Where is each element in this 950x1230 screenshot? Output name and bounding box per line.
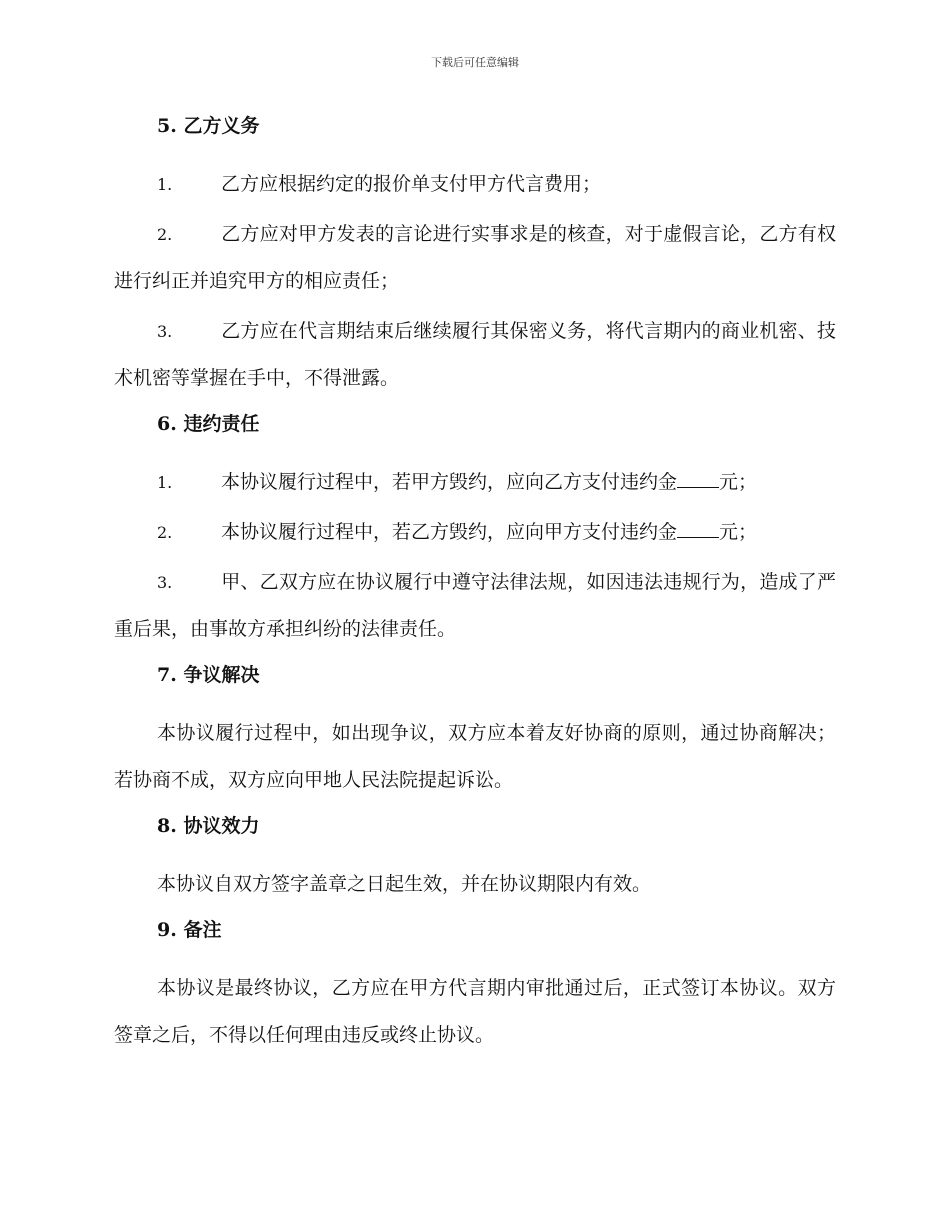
item-number: 1. <box>157 473 173 492</box>
item-suffix: 元； <box>719 471 758 493</box>
item-number: 3. <box>157 573 173 592</box>
list-item <box>114 509 836 556</box>
section-paragraph: 本协议自双方签字盖章之日起生效，并在协议期限内有效。 <box>157 873 652 895</box>
item-number: 1. <box>157 175 173 194</box>
item-text: 本协议履行过程中，若甲方毁约，应向乙方支付违约金 <box>221 471 678 493</box>
item-number: 2. <box>157 523 173 542</box>
item-number: 2. <box>157 225 173 244</box>
section-heading-dispute: 7. 争议解决 <box>157 664 260 686</box>
section-paragraph: 本协议是最终协议，乙方应在甲方代言期内审批通过后，正式签订本协议。双方签章之后，不得以任何理由违反或终止协议。 <box>114 977 836 1046</box>
section-heading-liability: 6. 违约责任 <box>157 413 260 435</box>
list-item <box>114 161 836 208</box>
item-text: 乙方应根据约定的报价单支付甲方代言费用； <box>221 173 602 195</box>
item-number: 3. <box>157 322 173 341</box>
amount-blank <box>677 519 719 538</box>
section-heading-obligations: 5. 乙方义务 <box>157 115 260 137</box>
list-item <box>114 559 836 653</box>
item-text: 甲、乙双方应在协议履行中遵守法律法规，如因违法违规行为，造成了严重后果，由事故方承担纠纷的法律责任。 <box>114 571 836 640</box>
section-heading-validity: 8. 协议效力 <box>157 815 260 837</box>
page-header: 下载后可任意编辑 <box>431 56 519 69</box>
list-item <box>114 308 836 402</box>
item-text: 乙方应对甲方发表的言论进行实事求是的核查，对于虚假言论，乙方有权进行纠正并追究甲方的相应责任； <box>114 223 836 292</box>
item-text: 本协议履行过程中，若乙方毁约，应向甲方支付违约金 <box>221 521 678 543</box>
section-heading-remarks: 9. 备注 <box>157 919 222 941</box>
item-suffix: 元； <box>719 521 758 543</box>
amount-blank <box>677 469 719 488</box>
document-body <box>114 112 836 1062</box>
list-item <box>114 211 836 305</box>
list-item <box>114 459 836 506</box>
item-text: 乙方应在代言期结束后继续履行其保密义务，将代言期内的商业机密、技术机密等掌握在手中，不得泄露。 <box>114 320 836 389</box>
section-paragraph: 本协议履行过程中，如出现争议，双方应本着友好协商的原则，通过协商解决；若协商不成，双方应向甲地人民法院提起诉讼。 <box>114 722 836 791</box>
